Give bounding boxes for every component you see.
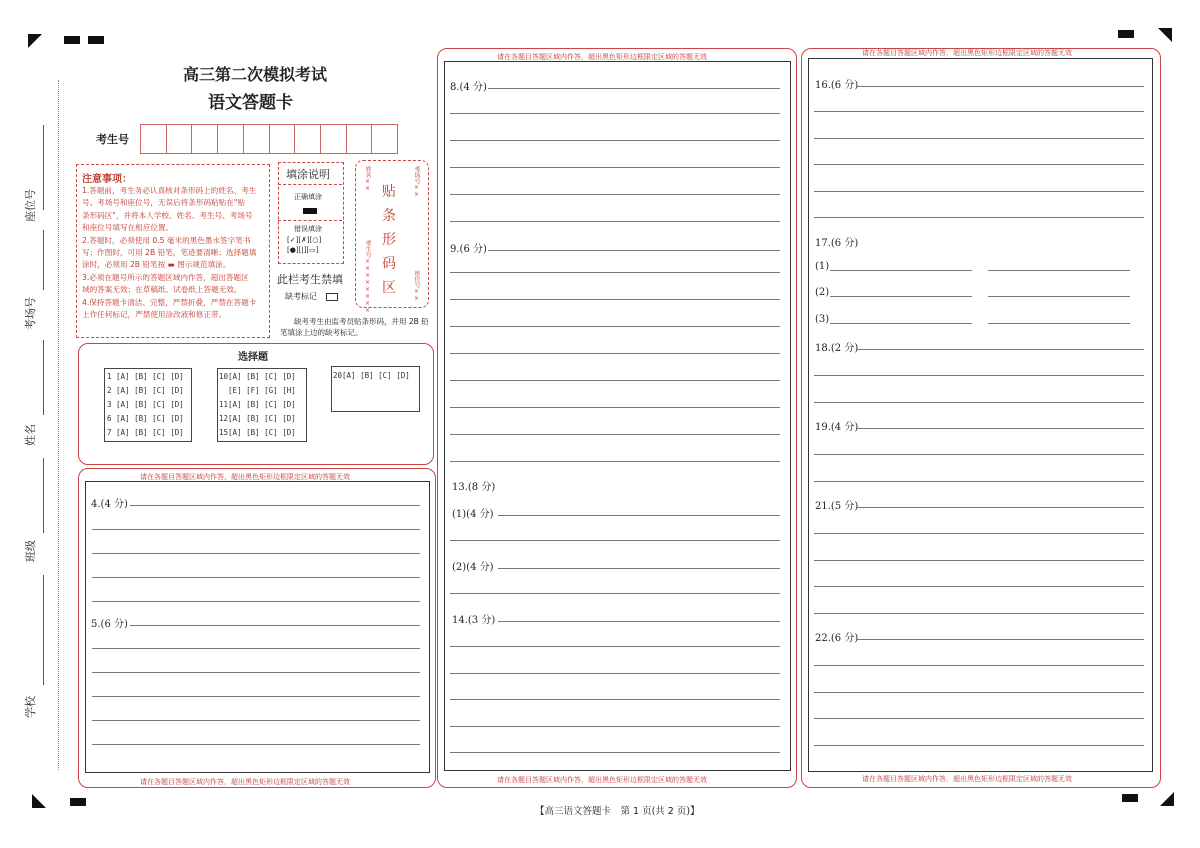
absent-mark-label: 缺考标记	[285, 292, 317, 301]
answer-line[interactable]	[814, 613, 1144, 614]
choice-row[interactable]: [E] [F] [G] [H]	[219, 386, 296, 395]
answer-line[interactable]	[856, 349, 1144, 350]
answer-line[interactable]	[92, 601, 420, 602]
absent-note: 笔填涂上边的缺考标记。	[280, 328, 363, 337]
answer-line[interactable]	[814, 481, 1144, 482]
corner-mark-top-right	[1158, 28, 1172, 42]
barcode-room-hint: 考场号××	[413, 166, 420, 198]
answer-line[interactable]	[498, 568, 780, 569]
seat-label: 座位号	[24, 189, 37, 222]
absent-note: 缺考考生由监考员贴条形码，并用 2B 铅	[294, 317, 429, 326]
forbidden-label: 此栏考生禁填	[277, 273, 343, 286]
question-13-label: 13.(8 分)	[452, 482, 496, 493]
question-21-label: 21.(5 分)	[815, 501, 859, 512]
answer-line[interactable]	[814, 164, 1144, 165]
answer-line[interactable]	[450, 434, 780, 435]
question-9-label: 9.(6 分)	[450, 244, 487, 255]
region-notice: 请在各题目答题区域内作答，超出黑色矩形边框限定区域的答题无效	[862, 775, 1072, 783]
answer-line[interactable]	[814, 586, 1144, 587]
question-8-label: 8.(4 分)	[450, 82, 487, 93]
page-footer: 【高三语文答题卡 第 1 页(共 2 页)】	[535, 806, 700, 817]
answer-line[interactable]	[814, 454, 1144, 455]
answer-line[interactable]	[856, 639, 1144, 640]
timing-mark	[70, 798, 86, 806]
class-line	[43, 458, 44, 533]
fill-guide-divider	[278, 220, 342, 221]
answer-area-4-5[interactable]	[85, 481, 430, 773]
answer-line[interactable]	[488, 88, 780, 89]
fill-guide-divider	[278, 184, 342, 185]
region-notice: 请在各题目答题区域内作答，超出黑色矩形边框限定区域的答题无效	[497, 776, 707, 784]
choice-row[interactable]: 10[A] [B] [C] [D]	[219, 372, 296, 381]
answer-line[interactable]	[450, 221, 780, 222]
answer-line[interactable]	[988, 296, 1130, 297]
answer-line[interactable]	[830, 296, 972, 297]
corner-mark-bottom-left	[32, 794, 46, 808]
answer-line[interactable]	[450, 407, 780, 408]
answer-line[interactable]	[814, 138, 1144, 139]
answer-line[interactable]	[450, 593, 780, 594]
student-no-boxes[interactable]	[140, 124, 398, 154]
answer-line[interactable]	[92, 744, 420, 745]
region-notice: 请在各题目答题区域内作答，超出黑色矩形边框限定区域的答题无效	[862, 49, 1072, 57]
answer-line[interactable]	[92, 696, 420, 697]
question-5-label: 5.(6 分)	[91, 619, 128, 630]
answer-line[interactable]	[488, 250, 780, 251]
timing-mark	[64, 36, 80, 44]
answer-line[interactable]	[92, 648, 420, 649]
answer-line[interactable]	[498, 621, 780, 622]
barcode-student-hint: 考生号××××××××	[364, 240, 371, 314]
answer-line[interactable]	[814, 665, 1144, 666]
answer-line[interactable]	[450, 540, 780, 541]
class-label: 班级	[24, 540, 37, 562]
absent-mark-box[interactable]	[326, 293, 338, 301]
fill-guide-title: 填涂说明	[286, 168, 330, 181]
question-13-1-label: (1)(4 分)	[452, 509, 494, 520]
choice-row[interactable]: 15[A] [B] [C] [D]	[219, 428, 296, 437]
answer-line[interactable]	[856, 507, 1144, 508]
answer-line[interactable]	[450, 752, 780, 753]
choice-row[interactable]: 20[A] [B] [C] [D]	[333, 371, 410, 380]
barcode-name-hint: 姓名××	[364, 166, 371, 192]
name-label: 姓名	[24, 424, 37, 446]
question-22-label: 22.(6 分)	[815, 633, 859, 644]
question-4-label: 4.(4 分)	[91, 499, 128, 510]
answer-line[interactable]	[450, 380, 780, 381]
room-label: 考场号	[24, 297, 37, 330]
timing-mark	[1118, 30, 1134, 38]
question-18-label: 18.(2 分)	[815, 343, 859, 354]
answer-line[interactable]	[450, 673, 780, 674]
answer-line[interactable]	[92, 577, 420, 578]
name-line	[43, 340, 44, 415]
choice-row[interactable]: 12[A] [B] [C] [D]	[219, 414, 296, 423]
answer-line[interactable]	[450, 272, 780, 273]
answer-line[interactable]	[814, 692, 1144, 693]
barcode-seat-hint: 座位号××	[413, 270, 420, 302]
question-16-label: 16.(6 分)	[815, 80, 859, 91]
answer-line[interactable]	[988, 323, 1130, 324]
binding-line	[58, 80, 59, 770]
answer-line[interactable]	[450, 726, 780, 727]
region-notice: 请在各题目答题区域内作答，超出黑色矩形边框限定区域的答题无效	[140, 473, 350, 481]
answer-line[interactable]	[498, 515, 780, 516]
question-17-label: 17.(6 分)	[815, 238, 859, 249]
answer-line[interactable]	[450, 353, 780, 354]
answer-line[interactable]	[92, 720, 420, 721]
question-14-label: 14.(3 分)	[452, 615, 496, 626]
correct-fill-label: 正确填涂	[294, 193, 322, 201]
question-17-1-label: (1)	[815, 261, 830, 272]
answer-line[interactable]	[130, 625, 420, 626]
answer-line[interactable]	[814, 402, 1144, 403]
wrong-fill-label: 错误填涂	[294, 225, 322, 233]
region-notice: 请在各题目答题区域内作答，超出黑色矩形边框限定区域的答题无效	[497, 53, 707, 61]
timing-mark	[88, 36, 104, 44]
choice-row[interactable]: 3 [A] [B] [C] [D]	[107, 400, 184, 409]
exam-title: 高三第二次模拟考试	[183, 65, 328, 84]
answer-line[interactable]	[450, 646, 780, 647]
barcode-area-label: 贴 条 形 码 区	[382, 184, 396, 296]
answer-line[interactable]	[988, 270, 1130, 271]
notice-text: 1.答题前，考生务必认真核对条形码上的姓名、考生 号、考场号和座位号，无误后将条形码粘贴在"贴 条形码区"，并将本人学校、姓名、考生号、考场号 和座位号填写在相应位置。 2.答题时，必须使用 0.5 毫米的黑色墨水签字笔书 写；作图时，可用 2B 铅笔，笔迹要清晰；选择题填 涂时，必须用 2B 铅笔按 ▬ 图示规范填涂。 3.必须在题号所示的答题区域内作答，超出答题区 域的答案无效；在草稿纸、试卷纸上答题无效。 4.保持答题卡清洁、完整，严禁折叠，严禁在答题卡 上作任何标记，严禁使用涂改液和修正带。	[82, 186, 257, 320]
answer-line[interactable]	[856, 86, 1144, 87]
answer-line[interactable]	[450, 167, 780, 168]
answer-line[interactable]	[92, 672, 420, 673]
corner-mark-top-left	[28, 34, 42, 48]
question-17-3-label: (3)	[815, 314, 830, 325]
answer-line[interactable]	[450, 326, 780, 327]
answer-line[interactable]	[814, 191, 1144, 192]
correct-fill-sample	[303, 208, 317, 214]
answer-line[interactable]	[814, 217, 1144, 218]
answer-line[interactable]	[450, 113, 780, 114]
school-label: 学校	[24, 696, 37, 718]
answer-line[interactable]	[450, 140, 780, 141]
answer-line[interactable]	[92, 553, 420, 554]
choice-row[interactable]: 7 [A] [B] [C] [D]	[107, 428, 184, 437]
seat-line	[43, 125, 44, 210]
question-19-label: 19.(4 分)	[815, 422, 859, 433]
student-no-label: 考生号	[96, 133, 129, 146]
choice-row[interactable]: 11[A] [B] [C] [D]	[219, 400, 296, 409]
wrong-fill-examples: [✓][✗][○]	[287, 236, 322, 244]
school-line	[43, 575, 44, 685]
notice-title: 注意事项：	[82, 174, 132, 185]
answer-line[interactable]	[92, 529, 420, 530]
room-line	[43, 230, 44, 290]
answer-line[interactable]	[814, 533, 1144, 534]
timing-mark	[1122, 794, 1138, 802]
answer-line[interactable]	[450, 194, 780, 195]
answer-line[interactable]	[130, 505, 420, 506]
answer-line[interactable]	[830, 270, 972, 271]
card-title: 语文答题卡	[208, 93, 293, 113]
answer-line[interactable]	[814, 560, 1144, 561]
choice-row[interactable]: 1 [A] [B] [C] [D]	[107, 372, 184, 381]
choice-row[interactable]: 6 [A] [B] [C] [D]	[107, 414, 184, 423]
answer-line[interactable]	[450, 699, 780, 700]
choice-title: 选择题	[238, 352, 268, 363]
answer-line[interactable]	[830, 323, 972, 324]
answer-line[interactable]	[856, 428, 1144, 429]
answer-line[interactable]	[814, 375, 1144, 376]
answer-line[interactable]	[814, 111, 1144, 112]
wrong-fill-examples: [●][|][▭]	[287, 246, 319, 254]
answer-line[interactable]	[450, 299, 780, 300]
answer-line[interactable]	[814, 745, 1144, 746]
region-notice: 请在各题目答题区域内作答，超出黑色矩形边框限定区域的答题无效	[140, 778, 350, 786]
answer-line[interactable]	[450, 461, 780, 462]
question-17-2-label: (2)	[815, 287, 830, 298]
answer-line[interactable]	[814, 718, 1144, 719]
choice-row[interactable]: 2 [A] [B] [C] [D]	[107, 386, 184, 395]
question-13-2-label: (2)(4 分)	[452, 562, 494, 573]
corner-mark-bottom-right	[1160, 792, 1174, 806]
